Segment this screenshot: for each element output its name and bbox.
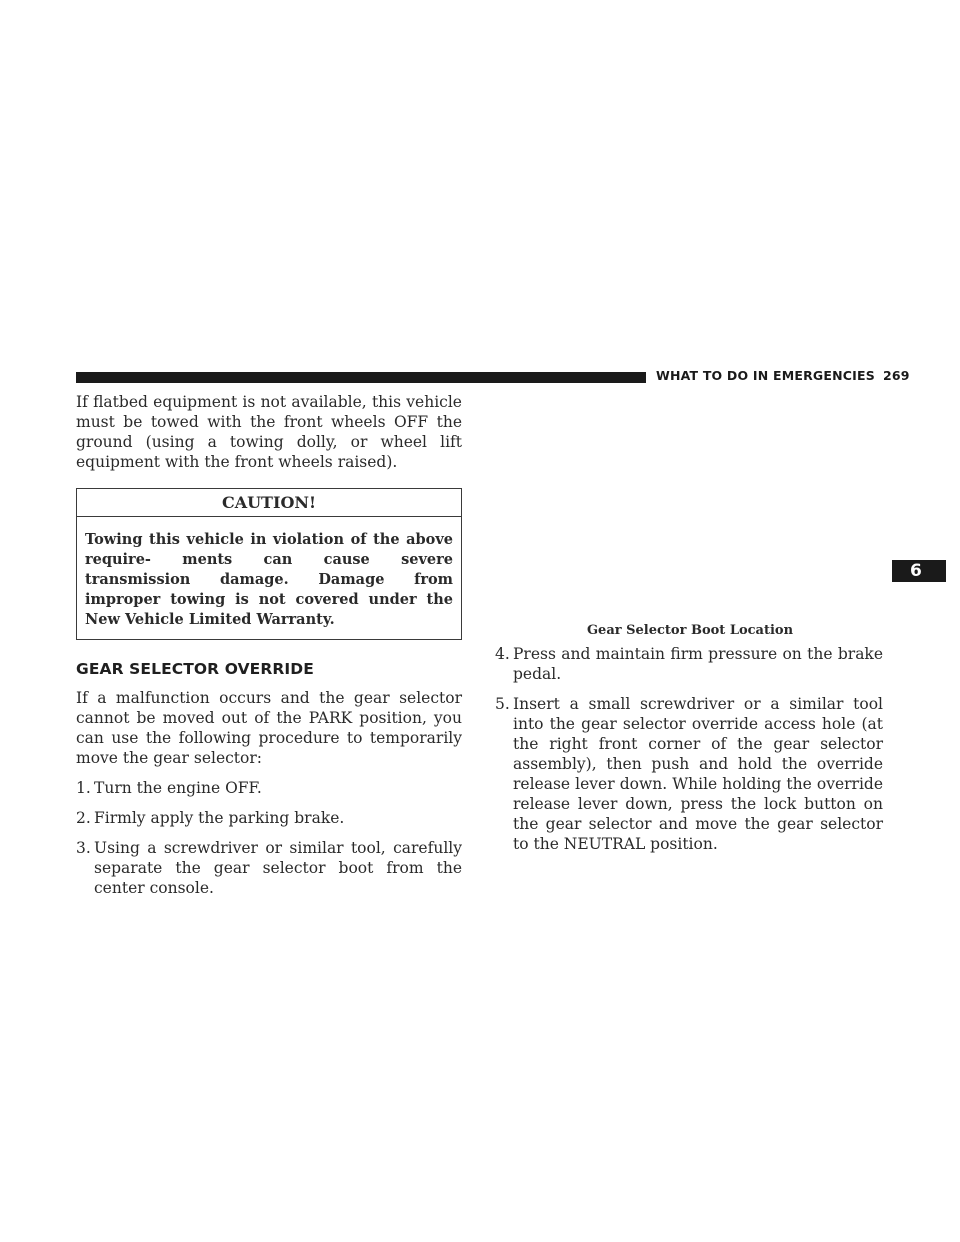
step-text: Insert a small screwdriver or a similar tool into the gear selector override access hole (at the right front corner of the gear selector assembly), then push and hold the override release lever down. While holding the override release lever down, press the lock button on the gear selector and move the gear selector to the NEUTRAL position. [513, 695, 883, 853]
step-text: Firmly apply the parking brake. [94, 809, 345, 827]
steps-list-left [76, 778, 462, 898]
caution-box [76, 488, 462, 640]
step-number: 2. [76, 809, 91, 827]
step-text: Press and maintain firm pressure on the brake pedal. [513, 645, 883, 683]
steps-list-right [495, 644, 883, 854]
caution-body: Towing this vehicle in violation of the above require- ments can cause severe transmission damage. Damage from improper towing is not covered under the New Vehicle Limited Warranty. [85, 531, 453, 628]
list-item [76, 838, 462, 898]
list-item [76, 808, 462, 828]
section-heading: GEAR SELECTOR OVERRIDE [76, 660, 314, 678]
list-item [76, 778, 462, 798]
list-item [495, 694, 883, 854]
section-paragraph: If a malfunction occurs and the gear selector cannot be moved out of the PARK position, you can use the following procedure to temporarily move the gear selector: [76, 689, 462, 767]
running-header [656, 368, 910, 383]
intro-paragraph: If flatbed equipment is not available, this vehicle must be towed with the front wheels OFF the ground (using a towing dolly, or wheel lift equipment with the front wheels raised). [76, 393, 462, 471]
chapter-tab: 6 [892, 560, 946, 582]
list-item [495, 644, 883, 684]
header-section-title: WHAT TO DO IN EMERGENCIES [656, 368, 875, 383]
step-number: 5. [495, 695, 510, 713]
page-number: 269 [882, 368, 910, 383]
step-number: 4. [495, 645, 510, 663]
header-rule [76, 372, 646, 383]
step-number: 1. [76, 779, 91, 797]
caution-title: CAUTION! [77, 489, 461, 517]
figure-caption: Gear Selector Boot Location [586, 623, 794, 638]
step-text: Turn the engine OFF. [94, 779, 262, 797]
step-number: 3. [76, 839, 91, 857]
step-text: Using a screwdriver or similar tool, carefully separate the gear selector boot from the center console. [94, 839, 462, 897]
right-column [495, 644, 883, 864]
left-column [76, 392, 462, 908]
